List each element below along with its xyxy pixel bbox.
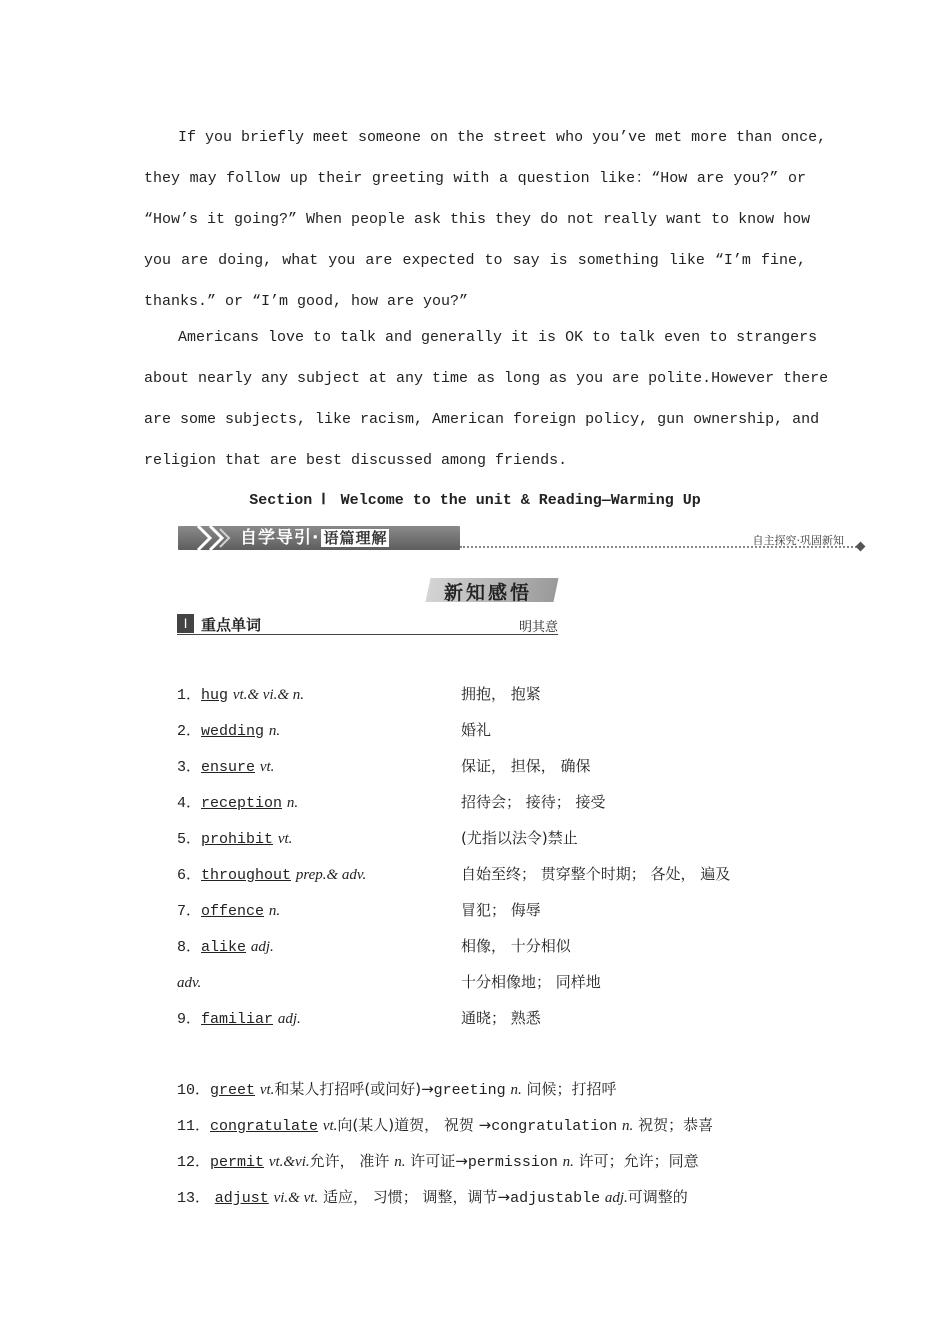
part-of-speech: vt.	[259, 1082, 275, 1098]
item-number: 5．	[177, 831, 202, 848]
definition-text: 允许， 准许	[309, 1152, 390, 1170]
text-line: religion that are best discussed among friends.	[144, 452, 568, 469]
part-of-speech: n.	[286, 795, 299, 811]
banner-title-highlight: 语篇理解	[323, 529, 388, 547]
item-number: 10．	[177, 1082, 211, 1099]
text-line: about nearly any subject at any time as long as you are polite.However there	[144, 370, 829, 387]
vocab-word: throughout	[201, 867, 292, 884]
vocab-row	[177, 900, 280, 920]
double-chevron-icon	[192, 524, 238, 552]
vocab-row	[177, 864, 366, 884]
part-of-speech: adj.	[604, 1190, 628, 1206]
section-hint: 明其意	[518, 620, 558, 635]
vocab-definition: 相像， 十分相似	[461, 937, 571, 955]
definition-text: 许可；允许；同意	[578, 1152, 699, 1170]
part-of-speech: vt.	[322, 1118, 338, 1134]
vocab-definition: 自始至终； 贯穿整个时期； 各处， 遍及	[461, 865, 731, 883]
part-of-speech: n.	[268, 903, 281, 919]
item-number: 4．	[177, 795, 202, 812]
part-of-speech: n.	[562, 1154, 574, 1170]
item-number: 13．	[177, 1190, 211, 1207]
derived-word: permission	[467, 1154, 558, 1171]
vocab-word: congratulate	[210, 1118, 319, 1135]
item-number: 8．	[177, 939, 202, 956]
vocab-row	[177, 720, 280, 740]
derived-word: greeting	[433, 1082, 506, 1099]
vocab-word: alike	[201, 939, 247, 956]
vocab-row	[177, 936, 274, 956]
derived-word: congratulation	[491, 1118, 618, 1135]
diamond-icon	[856, 542, 866, 552]
banner-subtitle: 自主探究·巩固新知	[752, 534, 844, 547]
definition-text: 向(某人)道贺， 祝贺 →	[337, 1116, 492, 1134]
item-number: 11．	[177, 1118, 211, 1135]
vocab-word: prohibit	[201, 831, 274, 848]
banner-title	[240, 526, 389, 550]
section-label: 重点单词	[201, 616, 262, 634]
definition-text: 祝贺；恭喜	[638, 1116, 714, 1134]
part-of-speech: n.	[268, 723, 281, 739]
text-line: “How’s it going?” When people ask this they do not really want to know how	[144, 211, 811, 228]
part-of-speech: vt.	[259, 759, 275, 775]
part-of-speech: adj.	[277, 1011, 301, 1027]
part-of-speech: vt.	[277, 831, 293, 847]
vocab-word: permit	[210, 1154, 265, 1171]
item-number: 2．	[177, 723, 202, 740]
derived-word: adjustable	[510, 1190, 601, 1207]
vocab-definition: 招待会； 接待； 接受	[461, 793, 606, 811]
vocab-word: familiar	[201, 1011, 274, 1028]
item-number: 9．	[177, 1011, 202, 1028]
item-number: 12．	[177, 1154, 211, 1171]
vocab-definition: 拥抱， 抱紧	[461, 685, 541, 703]
item-number: 7．	[177, 903, 202, 920]
section-banner	[178, 524, 864, 554]
definition-text: 和某人打招呼(或问好)→	[274, 1080, 434, 1098]
vocab-word: hug	[201, 687, 229, 704]
text-line: thanks.” or “I’m good, how are you?”	[144, 293, 469, 310]
vocab-section-header	[177, 614, 558, 635]
text-line: If you briefly meet someone on the street who you’ve met more than once,	[178, 129, 827, 146]
section-number: Ⅰ	[177, 614, 194, 633]
definition-text: 问候；打招呼	[526, 1080, 617, 1098]
vocab-row	[177, 828, 292, 848]
vocab-row	[177, 972, 201, 992]
vocab-definition: 十分相像地； 同样地	[461, 973, 601, 991]
text-line: are some subjects, like racism, American foreign policy, gun ownership, and	[144, 411, 820, 428]
vocab-word: offence	[201, 903, 265, 920]
part-of-speech: adj.	[250, 939, 274, 955]
part-of-speech: n.	[510, 1082, 522, 1098]
vocab-word: ensure	[201, 759, 256, 776]
vocab-word: adjust	[214, 1190, 269, 1207]
item-number: 6．	[177, 867, 202, 884]
vocab-row	[177, 756, 274, 776]
definition-text: 许可证→	[410, 1152, 468, 1170]
vocab-definition: 通晓； 熟悉	[461, 1009, 541, 1027]
item-number: 1．	[177, 687, 202, 704]
sub-banner-title: 新知感悟	[444, 582, 533, 604]
text-line: you are doing, what you are expected to say is something like “I’m fine,	[144, 252, 806, 269]
derived-word-row	[177, 1151, 807, 1171]
vocab-row	[177, 684, 304, 704]
vocab-row	[177, 1008, 301, 1028]
part-of-speech: adv.	[177, 975, 202, 991]
derived-word-row	[177, 1115, 807, 1135]
vocab-word: wedding	[201, 723, 265, 740]
vocab-word: reception	[201, 795, 283, 812]
text-line: they may follow up their greeting with a question like：“How are you?” or	[144, 170, 806, 187]
item-number: 3．	[177, 759, 202, 776]
derived-word-row	[177, 1187, 807, 1207]
vocab-definition: 冒犯； 侮辱	[461, 901, 541, 919]
part-of-speech: vt.& vi.& n.	[232, 687, 305, 703]
vocab-word: greet	[210, 1082, 256, 1099]
part-of-speech: n.	[394, 1154, 406, 1170]
definition-text: 适应， 习惯； 调整，调节→	[322, 1188, 511, 1206]
part-of-speech: vi.& vt.	[273, 1190, 319, 1206]
vocab-definition: (尤指以法令)禁止	[461, 829, 578, 847]
part-of-speech: prep.& adv.	[295, 867, 367, 883]
banner-title-left: 自学导引·	[240, 528, 320, 548]
part-of-speech: n.	[622, 1118, 634, 1134]
sub-banner	[424, 576, 558, 604]
definition-text: 可调整的	[627, 1188, 688, 1206]
section-title: Section Ⅰ Welcome to the unit & Reading—Warming Up	[249, 492, 701, 509]
part-of-speech: vt.&vi.	[268, 1154, 310, 1170]
text-line: Americans love to talk and generally it is OK to talk even to strangers	[178, 329, 818, 346]
vocab-row	[177, 792, 298, 812]
vocab-definition: 婚礼	[461, 721, 492, 739]
derived-word-row	[177, 1079, 807, 1099]
vocab-definition: 保证， 担保， 确保	[461, 757, 591, 775]
